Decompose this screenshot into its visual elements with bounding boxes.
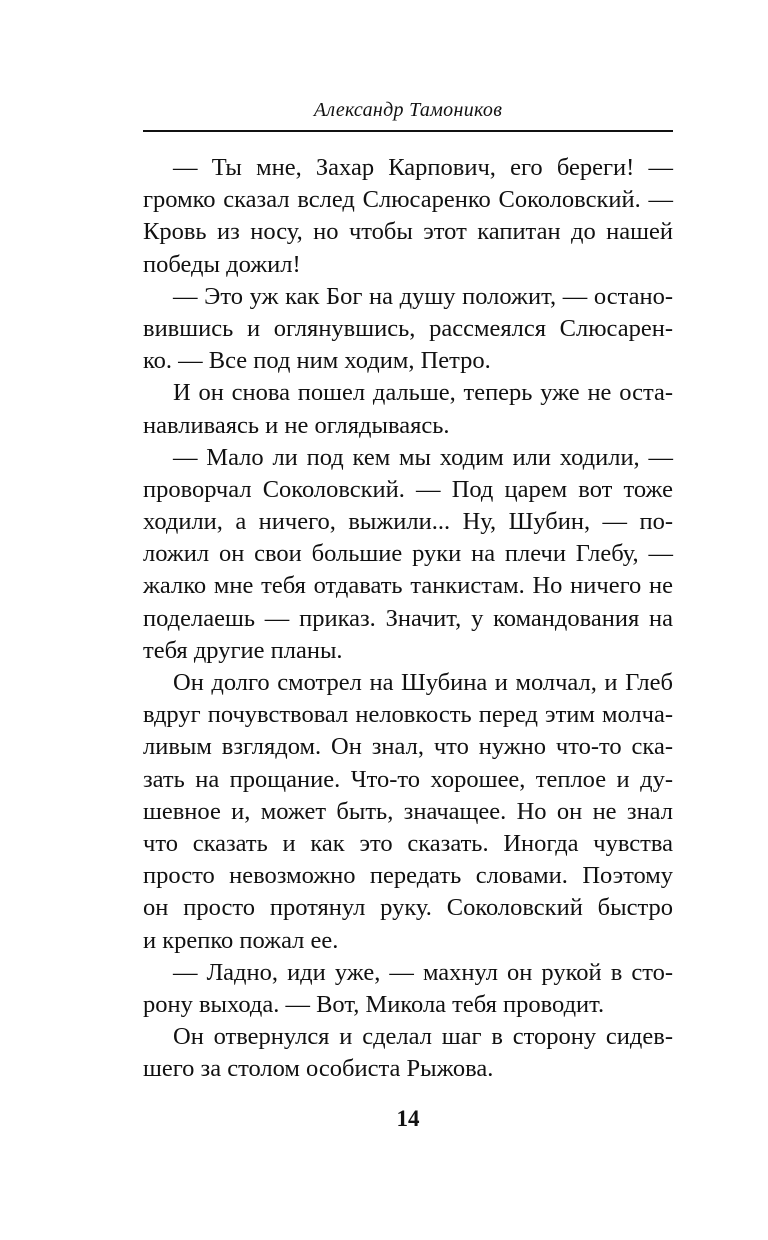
page-body <box>143 152 673 1085</box>
text-line: И он снова пошел дальше, теперь уже не оста- <box>173 379 673 407</box>
text-line: победы дожил! <box>143 250 301 278</box>
text-line: вдруг почувствовал неловкость перед этим молча- <box>143 701 673 729</box>
text-line: рону выхода. — Вот, Микола тебя проводит. <box>143 990 605 1018</box>
text-line: поделаешь — приказ. Значит, у командования на <box>143 604 673 632</box>
text-line: навливаясь и не оглядываясь. <box>143 411 450 439</box>
page-number: 14 <box>396 1106 420 1131</box>
text-line: — Мало ли под кем мы ходим или ходили, — <box>173 443 673 471</box>
running-head <box>143 92 673 128</box>
text-line: тебя другие планы. <box>143 636 343 664</box>
header-rule <box>143 130 673 132</box>
text-line: зать на прощание. Что-то хорошее, теплое и ду- <box>143 765 673 793</box>
text-line: — Ты мне, Захар Карпович, его береги! — <box>173 154 673 181</box>
text-line: ко. — Все под ним ходим, Петро. <box>143 347 491 375</box>
text-line: и крепко пожал ее. <box>143 926 339 954</box>
text-line: ложил он свои большие руки на плечи Глебу, — <box>143 540 673 568</box>
text-line: вившись и оглянувшись, рассмеялся Слюсарен- <box>143 314 673 342</box>
text-line: громко сказал вслед Слюсаренко Соколовский. — <box>143 186 673 214</box>
text-line: ходили, а ничего, выжили... Ну, Шубин, — по- <box>143 508 673 536</box>
text-line: — Ладно, иди уже, — махнул он рукой в сто- <box>173 958 673 986</box>
text-line: что сказать и как это сказать. Иногда чувства <box>143 829 673 857</box>
text-line: шего за столом особиста Рыжова. <box>143 1055 494 1083</box>
text-line: шевное и, может быть, значащее. Но он не знал <box>143 797 673 825</box>
text-line: просто невозможно передать словами. Поэтому <box>143 862 673 890</box>
text-line: — Это уж как Бог на душу положит, — остано- <box>173 282 673 310</box>
text-line: Кровь из носу, но чтобы этот капитан до нашей <box>143 218 673 246</box>
author-name: Александр Тамоников <box>313 99 503 121</box>
text-line: Он долго смотрел на Шубина и молчал, и Глеб <box>173 669 673 696</box>
text-line: ливым взглядом. Он знал, что нужно что-то ска- <box>143 733 673 761</box>
text-line: Он отвернулся и сделал шаг в сторону сидев- <box>173 1023 673 1051</box>
text-line: жалко мне тебя отдавать танкистам. Но ничего не <box>143 572 673 600</box>
text-line: он просто протянул руку. Соколовский быстро <box>143 894 673 922</box>
text-line: проворчал Соколовский. — Под царем вот тоже <box>143 475 673 503</box>
